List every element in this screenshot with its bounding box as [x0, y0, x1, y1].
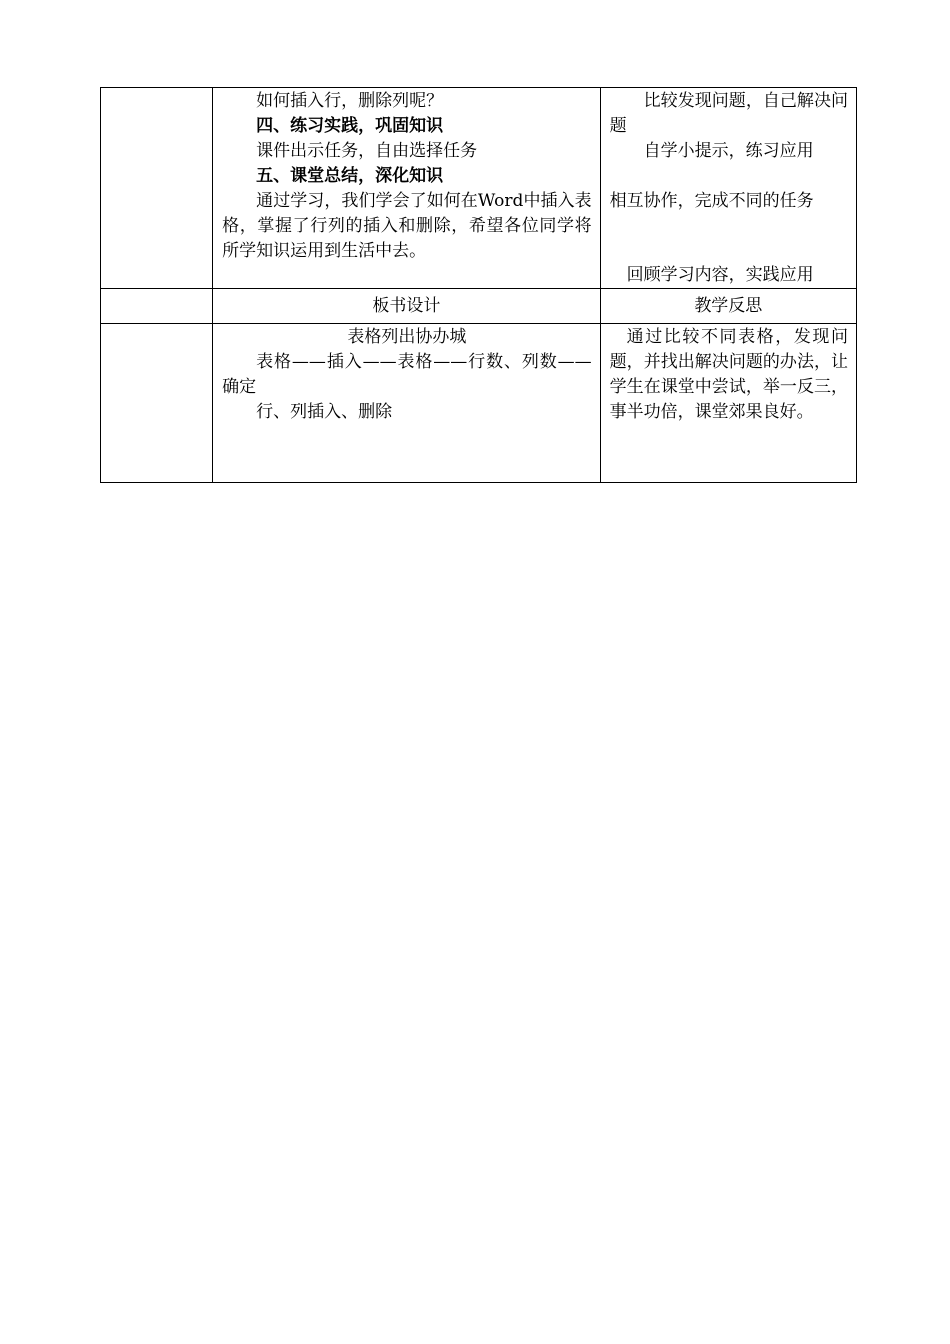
table-row	[101, 324, 857, 483]
lesson-plan-table	[100, 87, 857, 483]
section-four-heading: 四、练习实践，巩固知识	[256, 116, 444, 136]
board-design-header: 板书设计	[213, 289, 601, 324]
teaching-reflection-header: 教学反思	[600, 289, 856, 324]
activity-review: 回顾学习内容，实践应用	[626, 265, 814, 285]
table-row	[101, 289, 857, 324]
activity-selfstudy: 自学小提示，练习应用	[643, 141, 814, 161]
table-row	[101, 88, 857, 289]
summary-paragraph: 通过学习，我们学会了如何在Word中插入表格，掌握了行列的插入和删除，希望各位同学将所学知识运用到生活中去。	[222, 191, 592, 261]
board-operations: 行、列插入、删除	[256, 402, 393, 422]
question-text: 如何插入行，删除列呢？	[256, 91, 444, 111]
board-steps: 表格——插入——表格——行数、列数——确定	[222, 352, 592, 397]
student-activity-cell	[600, 88, 856, 289]
teaching-reflection-cell	[600, 324, 856, 483]
left-empty-cell	[101, 289, 213, 324]
reflection-text: 通过比较不同表格，发现问题，并找出解决问题的办法，让学生在课堂中尝试，举一反三，事半功倍，课堂郊果良好。	[609, 327, 848, 422]
section-five-heading: 五、课堂总结，深化知识	[256, 166, 444, 186]
activity-compare: 比较发现问题，自己解决问题	[609, 91, 848, 136]
left-empty-cell	[101, 324, 213, 483]
left-empty-cell	[101, 88, 213, 289]
teaching-process-cell	[213, 88, 601, 289]
task-text: 课件出示任务，自由选择任务	[256, 141, 478, 161]
activity-cooperate: 相互协作，完成不同的任务	[609, 191, 814, 211]
board-design-cell	[213, 324, 601, 483]
board-title: 表格列出协办城	[347, 327, 467, 347]
